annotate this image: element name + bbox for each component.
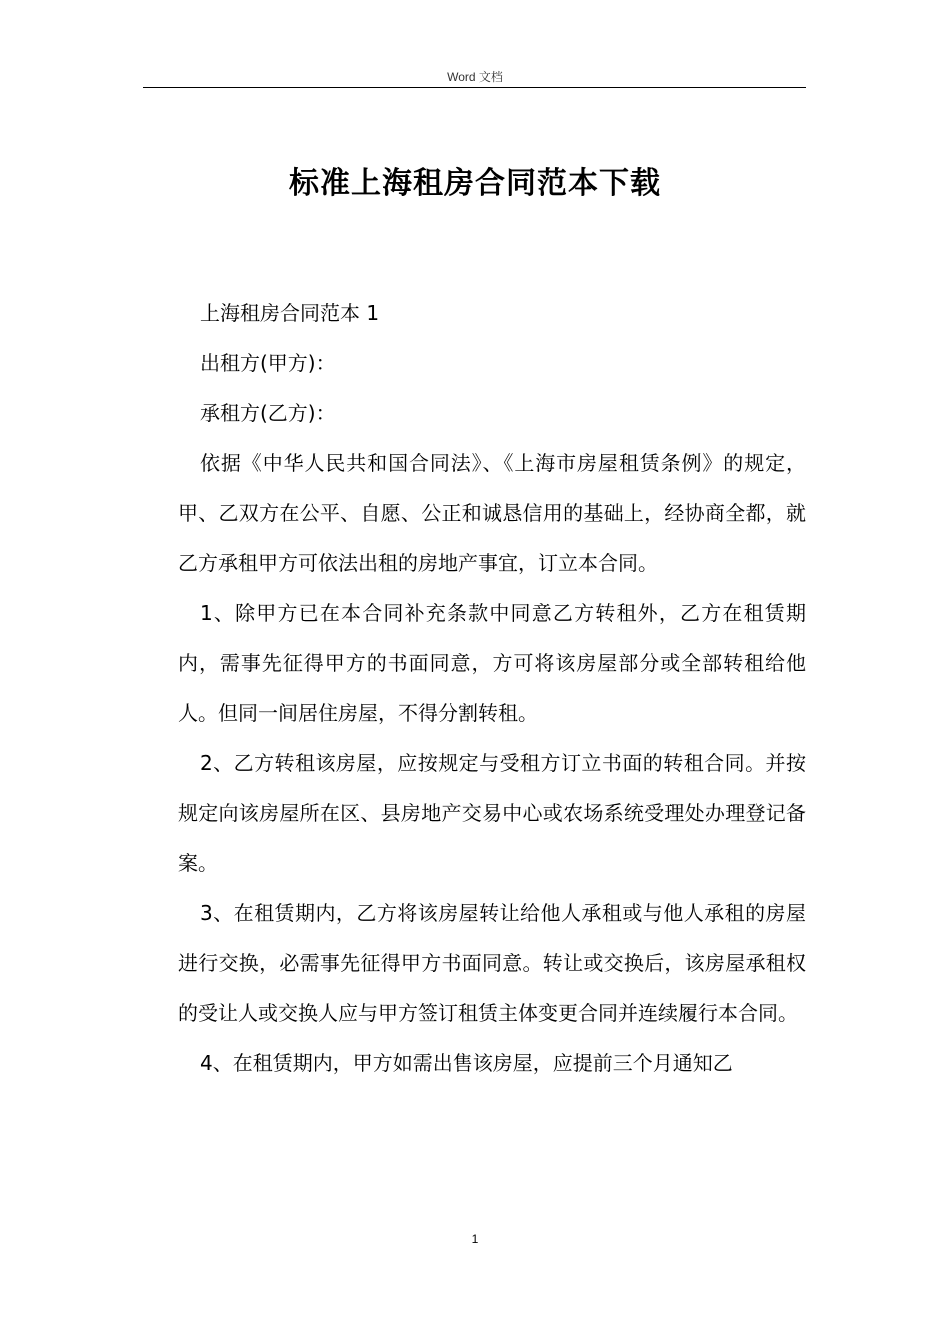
clause-4: 4、在租赁期内，甲方如需出售该房屋，应提前三个月通知乙 <box>200 1051 733 1075</box>
clause-2: 2、乙方转租该房屋，应按规定与受租方订立书面的转租合同。并按规定向该房屋所在区、县房地产交易中心或农场系统受理处办理登记备案。 <box>178 751 806 875</box>
section-heading: 上海租房合同范本 1 <box>200 301 380 325</box>
header-divider <box>143 87 806 88</box>
page-number: 1 <box>471 1232 479 1246</box>
lessor-line: 出租方(甲方)： <box>200 351 336 375</box>
document-title: 标准上海租房合同范本下载 <box>289 166 661 201</box>
lessee-line: 承租方(乙方)： <box>200 401 336 425</box>
clause-1: 1、除甲方已在本合同补充条款中同意乙方转租外，乙方在租赁期内，需事先征得甲方的书面同意，方可将该房屋部分或全部转租给他人。但同一间居住房屋，不得分割转租。 <box>178 601 806 725</box>
preamble-paragraph: 依据《中华人民共和国合同法》、《上海市房屋租赁条例》的规定，甲、乙双方在公平、自愿、公正和诚恳信用的基础上，经协商全都，就乙方承租甲方可依法出租的房地产事宜，订立本合同。 <box>178 451 806 575</box>
header-label: Word 文档 <box>447 70 503 84</box>
document-body <box>178 288 806 1088</box>
clause-3: 3、在租赁期内，乙方将该房屋转让给他人承租或与他人承租的房屋进行交换，必需事先征得甲方书面同意。转让或交换后，该房屋承租权的受让人或交换人应与甲方签订租赁主体变更合同并连续履行本合同。 <box>178 901 806 1025</box>
